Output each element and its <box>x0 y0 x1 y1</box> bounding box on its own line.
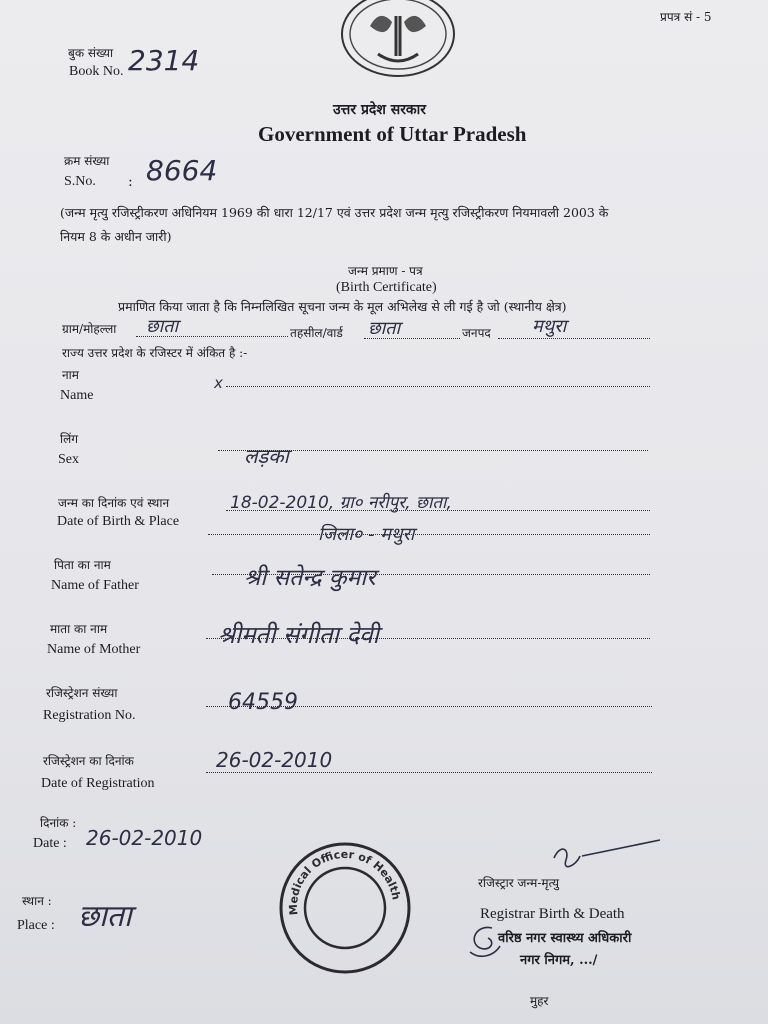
place-label-hi: स्थान : <box>22 894 52 908</box>
village-label: ग्राम/मोहल्ला <box>62 322 117 336</box>
tehsil-value: छाता <box>368 318 401 339</box>
sex-label-hi: लिंग <box>60 432 79 446</box>
cert-title-en: (Birth Certificate) <box>336 280 437 295</box>
medical-officer-stamp-icon <box>278 838 412 978</box>
village-value: छाता <box>146 316 179 337</box>
sn-value: 8664 <box>146 154 218 187</box>
regdate-value: 26-02-2010 <box>216 748 333 772</box>
certify-text: प्रमाणित किया जाता है कि निम्नलिखित सूचना जन्म के मूल अभिलेख से ली गई है जो (स्थानीय क्षेत्र) <box>118 299 567 314</box>
mother-label-hi: माता का नाम <box>50 622 108 636</box>
dob-value-district: जिला० - मथुरा <box>318 524 415 545</box>
seal-label: मुहर <box>530 994 549 1008</box>
dob-label-en: Date of Birth & Place <box>57 514 180 529</box>
name-label-en: Name <box>60 388 94 403</box>
book-number-value: 2314 <box>128 44 200 77</box>
date-label-en: Date : <box>33 836 67 851</box>
registrar-label-en: Registrar Birth & Death <box>480 906 625 922</box>
sex-label-en: Sex <box>58 452 79 467</box>
regno-label-hi: रजिस्ट्रेशन संख्या <box>46 686 118 700</box>
emblem-icon <box>340 0 456 78</box>
stamp-text: Medical Officer of Health <box>286 847 403 916</box>
act-line-1: (जन्म मृत्यु रजिस्ट्रीकरण अधिनियम 1969 की धारा 12/17 एवं उत्तर प्रदेश जन्म मृत्यु रजिस्ट्रीकरण नियमावली 2003 के <box>60 205 609 220</box>
district-label: जनपद <box>462 326 491 340</box>
place-label-en: Place : <box>17 918 55 933</box>
register-text: राज्य उत्तर प्रदेश के रजिस्टर में अंकित है :- <box>62 346 248 360</box>
date-label-hi: दिनांक : <box>40 816 77 830</box>
mother-label-en: Name of Mother <box>47 642 141 657</box>
registrar-label-hi: रजिस्ट्रार जन्म-मृत्यु <box>478 876 560 890</box>
regdate-label-en: Date of Registration <box>41 776 155 791</box>
father-label-en: Name of Father <box>51 578 139 593</box>
form-number: प्रपत्र सं - 5 <box>660 10 712 24</box>
name-label-hi: नाम <box>62 368 79 382</box>
dob-value: 18-02-2010, ग्रा० नरीपुर, छाता, <box>230 493 452 513</box>
district-value: मथुरा <box>532 316 567 337</box>
dob-label-hi: जन्म का दिनांक एवं स्थान <box>58 496 170 510</box>
registrar-signature-icon <box>548 838 668 878</box>
regno-value: 64559 <box>228 690 298 715</box>
mother-value: श्रीमती संगीता देवी <box>218 621 379 649</box>
cert-title-hi: जन्म प्रमाण - पत्र <box>348 264 423 278</box>
place-value: छाता <box>78 899 132 934</box>
officer-stamp-text-2: नगर निगम, .../ <box>520 953 598 968</box>
certificate-page: प्रपत्र सं - 5 बुक संख्या Book No. 2314 उत्तर प्रदेश सरकार Government of Uttar Pradesh क्रम संख्या S.No. : 8664 (जन्म मृत्यु रजिस्ट्रीकरण अधिनियम 1969 की धारा 12/17 एवं उत्तर प्रदेश जन्म मृत्यु रजिस्ट्रीकरण नियमावली 2003 के नियम 8 के अधीन जारी) जन्म प्रमाण - पत्र (Birth Certificate) प्रमाणित किया जाता है कि निम्नलिखित सूचना जन्म के मूल अभिलेख से ली गई है जो (स्थानीय क्षेत्र) ग्राम/मोहल्ला छाता तहसील/वार्ड छाता जनपद मथुरा राज्य उत्तर प्रदेश के रजिस्टर में अंकित है :- नाम Name x लिंग Sex लड़का जन्म का दिनांक एवं स्थान Date of Birth & Place 18-02-2010, ग्रा० नरीपुर, छाता, जिला० - मथुरा पिता का नाम Name of Father श्री सतेन्द्र कुमार माता का नाम Name of Mother श्रीमती संगीता देवी रजिस्ट्रेशन संख्या Registration No. 64559 रजिस्ट्रेशन का दिनांक Date of Registration 26-02-2010 दिनांक : Date : 26-02-2010 स्थान : Place : छाता Medical Officer of Health रजिस्ट्रार जन्म-मृत्यु Registrar Birth & Death वरिष्ठ नगर स्वास्थ्य अधिकारी नगर निगम, .../ मुहर <box>0 0 768 1024</box>
govt-title-en: Government of Uttar Pradesh <box>258 122 527 146</box>
govt-title-hi: उत्तर प्रदेश सरकार <box>333 102 427 118</box>
officer-stamp-text: वरिष्ठ नगर स्वास्थ्य अधिकारी <box>498 931 632 946</box>
regdate-label-hi: रजिस्ट्रेशन का दिनांक <box>43 754 134 768</box>
regno-label-en: Registration No. <box>43 708 136 723</box>
father-value: श्री सतेन्द्र कुमार <box>244 565 376 591</box>
book-label-hi: बुक संख्या <box>68 46 114 60</box>
sex-value: लड़का <box>244 444 289 468</box>
act-line-2: नियम 8 के अधीन जारी) <box>60 229 172 244</box>
book-label-en: Book No. <box>69 64 124 79</box>
sn-label-hi: क्रम संख्या <box>64 154 110 168</box>
tehsil-label: तहसील/वार्ड <box>290 326 343 340</box>
father-label-hi: पिता का नाम <box>54 558 111 572</box>
sn-label-en: S.No. <box>64 174 96 189</box>
date-value: 26-02-2010 <box>86 826 203 850</box>
name-value: x <box>214 374 223 392</box>
